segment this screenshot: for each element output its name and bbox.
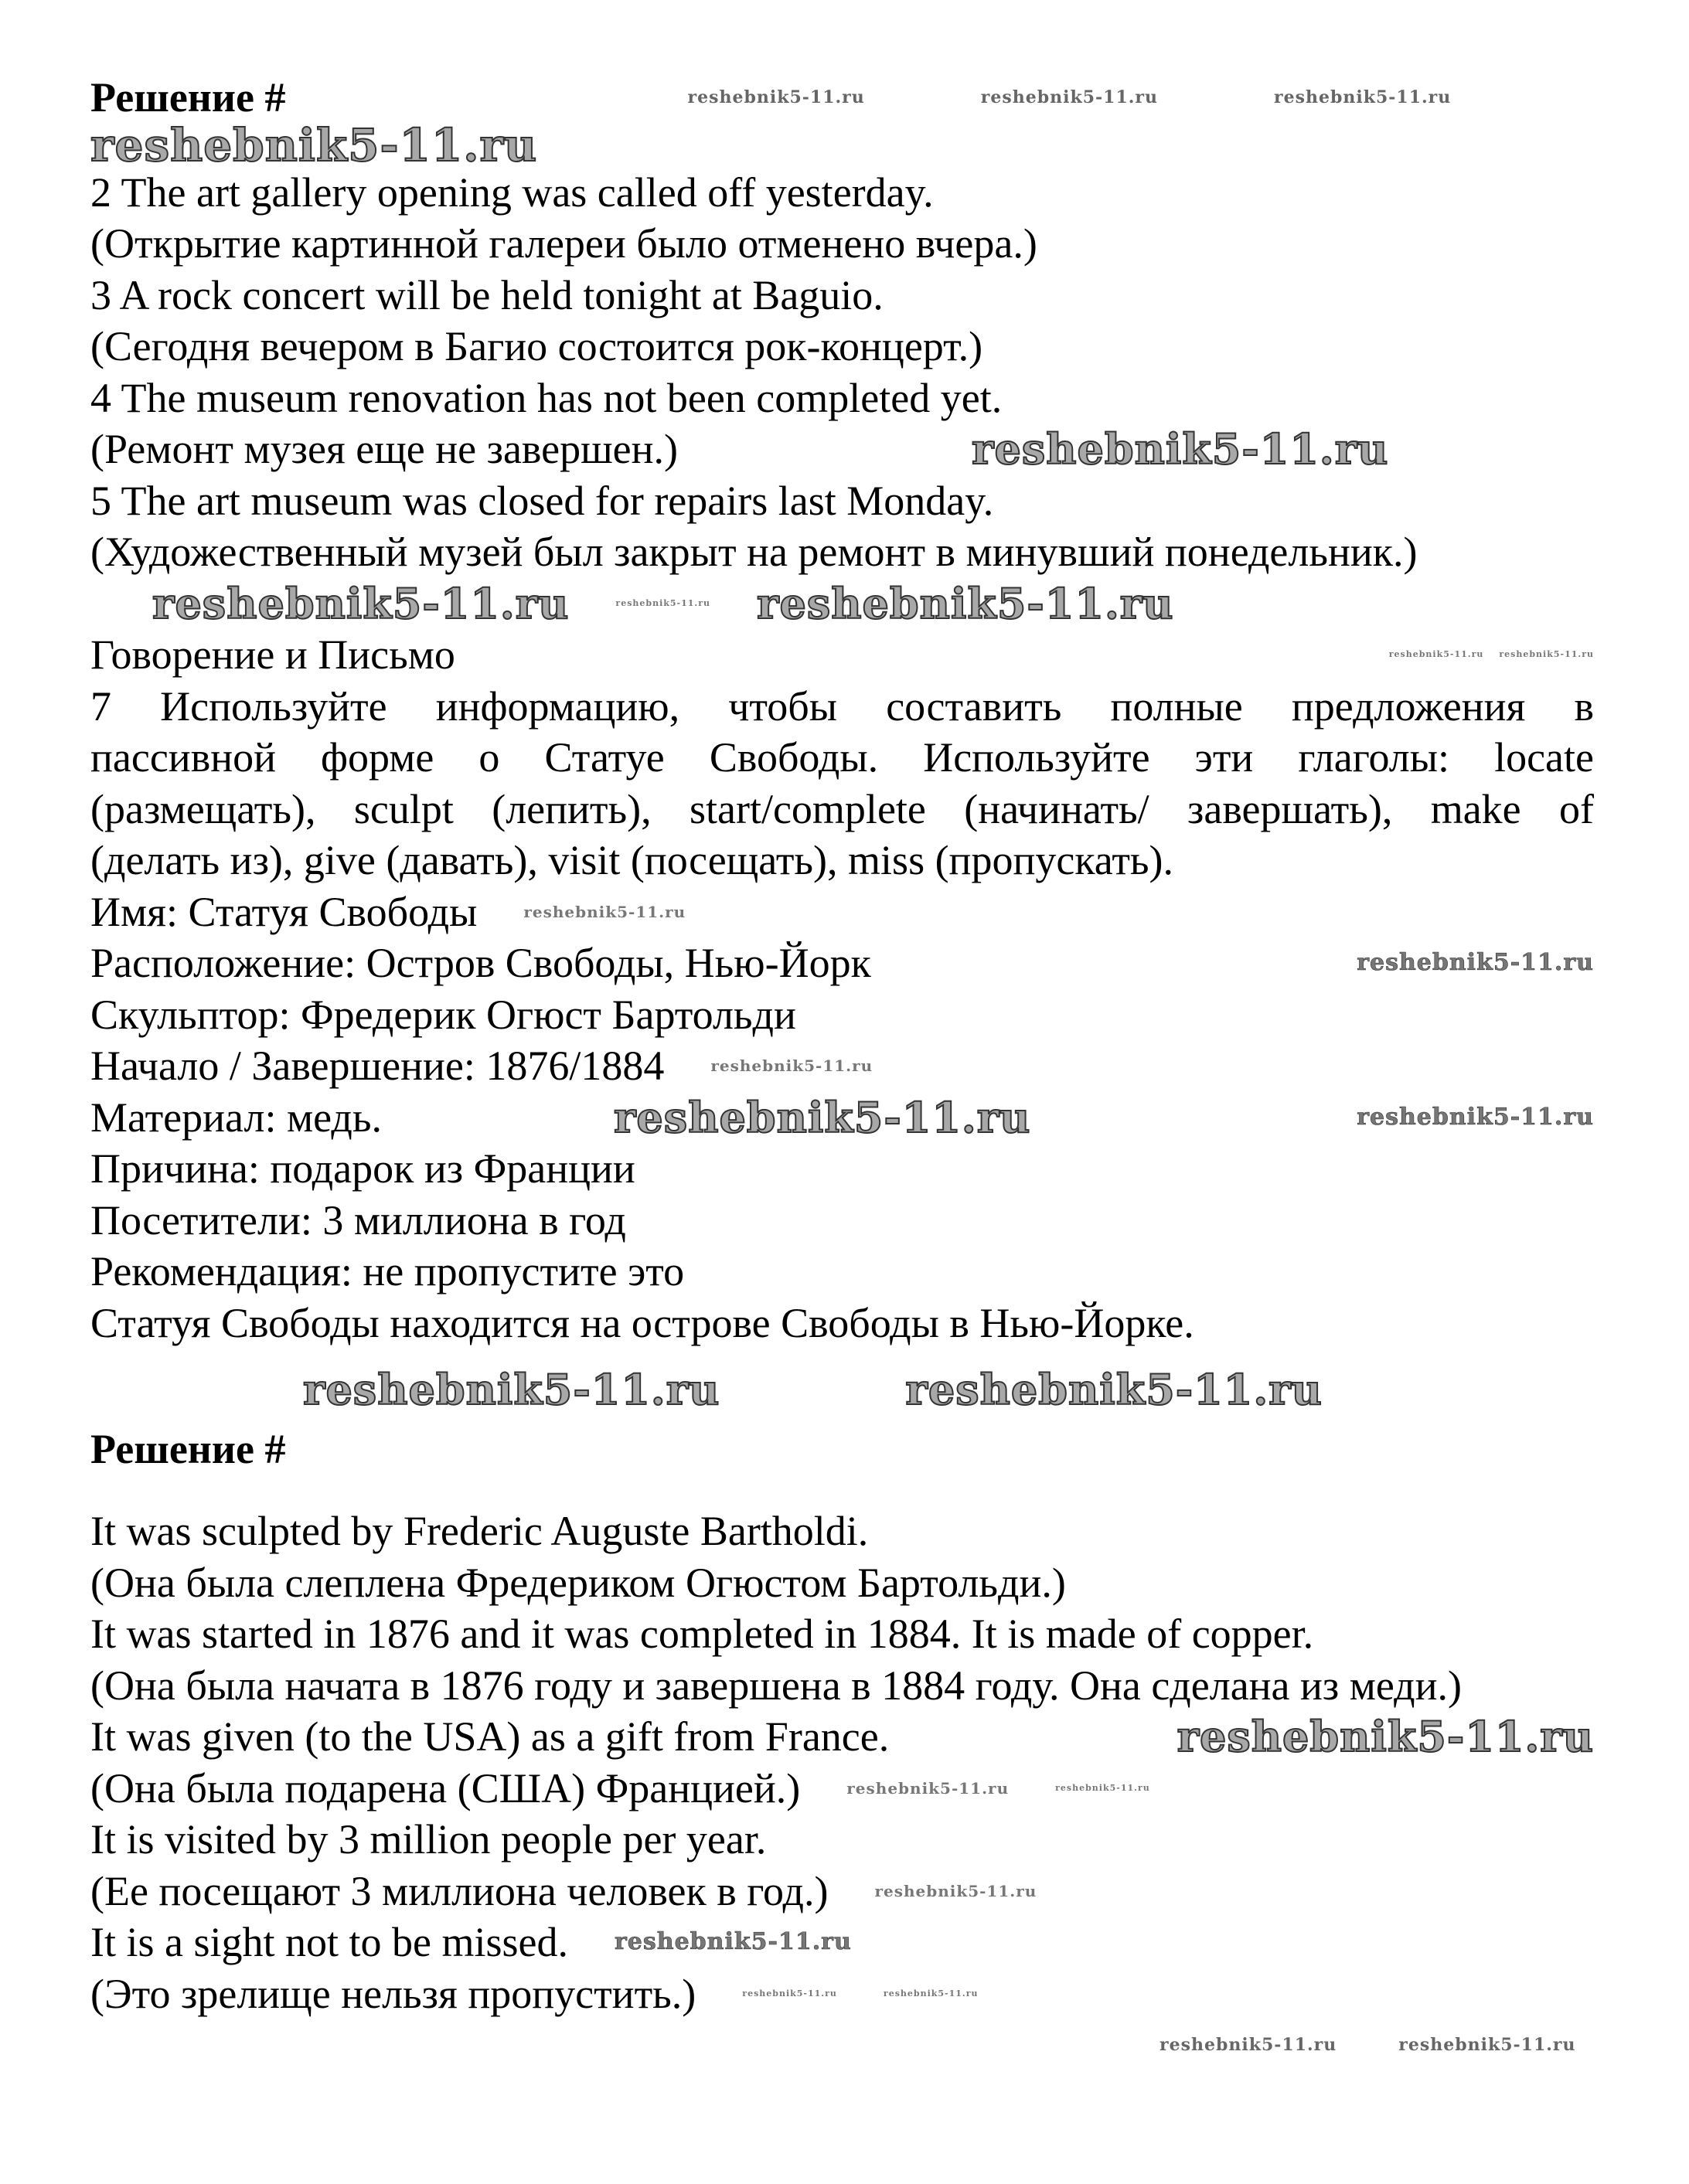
translation-line: (Художественный музей был закрыт на ремонт в минувший понедельник.)	[90, 529, 1418, 575]
watermark-row	[90, 118, 1594, 172]
translation-row	[90, 1763, 1594, 1815]
translation-line: (Открытие картинной галереи было отменено вчера.)	[90, 220, 1037, 267]
translation-row	[90, 424, 1594, 475]
watermark: reshebnik5-11.ru	[874, 1881, 1037, 1900]
watermark: reshebnik5-11.ru	[303, 1365, 720, 1414]
watermark-row	[90, 2019, 1594, 2071]
section-heading: Говорение и Письмо	[90, 631, 455, 678]
fact-line: Начало / Завершение: 1876/1884	[90, 1043, 665, 1089]
translation-line: (Это зрелище нельзя пропустить.)	[90, 1970, 696, 2017]
watermark: reshebnik5-11.ru	[972, 424, 1389, 474]
fact-row	[90, 937, 1594, 989]
translation-line: (Ремонт музея еще не завершен.)	[90, 426, 679, 472]
fact-line: Посетители: 3 миллиона в год	[90, 1196, 626, 1243]
watermark: reshebnik5-11.ru	[757, 578, 1174, 628]
answer-line: 5 The art museum was closed for repairs last Monday.	[90, 477, 994, 524]
watermark: reshebnik5-11.ru	[613, 1092, 1031, 1142]
answer-line: It was given (to the USA) as a gift from France.	[90, 1713, 890, 1760]
watermark: reshebnik5-11.ru	[1055, 1782, 1150, 1793]
fact-row	[90, 1040, 1594, 1092]
watermark: reshebnik5-11.ru	[1357, 1103, 1594, 1131]
answer-row	[90, 1917, 1594, 1968]
section-2-heading-row	[90, 629, 1594, 681]
translation-line: (Ее посещают 3 миллиона человек в год.)	[90, 1867, 829, 1914]
watermark: reshebnik5-11.ru	[1177, 1712, 1594, 1761]
watermark: reshebnik5-11.ru	[846, 1778, 1010, 1798]
answer-line: It was sculpted by Frederic Auguste Bartholdi.	[90, 1508, 869, 1554]
watermark: reshebnik5-11.ru	[1398, 2035, 1576, 2055]
translation-row	[90, 1866, 1594, 1917]
watermark: reshebnik5-11.ru	[883, 1988, 979, 1999]
watermark: reshebnik5-11.ru	[152, 578, 570, 628]
fact-line: Имя: Статуя Свободы	[90, 888, 478, 935]
watermark: reshebnik5-11.ru	[980, 87, 1158, 107]
solution-heading: Решение #	[90, 1425, 286, 1472]
task-line: (делать из), give (давать), visit (посещать), miss (пропускать).	[90, 837, 1174, 883]
answer-row	[90, 1711, 1594, 1763]
spacer	[90, 1475, 1594, 1505]
fact-line: Расположение: Остров Свободы, Нью-Йорк	[90, 940, 871, 986]
answer-line: 2 The art gallery opening was called off yesterday.	[90, 168, 934, 216]
watermark: reshebnik5-11.ru	[90, 118, 538, 172]
answer-line: It is a sight not to be missed.	[90, 1919, 568, 1965]
watermark: reshebnik5-11.ru	[710, 1056, 873, 1075]
answer-line: 3 A rock concert will be held tonight at Baguio.	[90, 271, 884, 318]
task-line: 7 Используйте информацию, чтобы составить полные предложения в	[90, 682, 1594, 730]
watermark: reshebnik5-11.ru	[1159, 2035, 1337, 2055]
task-line: (размещать), sculpt (лепить), start/complete (начинать/ завершать), make of	[90, 785, 1594, 832]
watermark-row	[90, 578, 1594, 630]
answer-line: 4 The museum renovation has not been completed yet.	[90, 374, 1003, 421]
watermark: reshebnik5-11.ru	[905, 1365, 1323, 1414]
task-line: пассивной форме о Статуе Свободы. Используйте эти глаголы: locate	[90, 734, 1594, 781]
watermark: reshebnik5-11.ru	[742, 1988, 837, 1999]
section-1-heading-row	[90, 72, 1594, 124]
watermark: reshebnik5-11.ru	[687, 87, 865, 107]
fact-row	[90, 1092, 1594, 1144]
answer-line: It was started in 1876 and it was completed in 1884. It is made of copper.	[90, 1611, 1314, 1657]
translation-row	[90, 1968, 1594, 2020]
watermark: reshebnik5-11.ru	[1274, 87, 1452, 107]
watermark: reshebnik5-11.ru	[523, 902, 686, 921]
translation-line: (Она была слеплена Фредериком Огюстом Бартольди.)	[90, 1559, 1066, 1606]
watermark: reshebnik5-11.ru	[1499, 649, 1594, 659]
watermark: reshebnik5-11.ru	[615, 597, 711, 608]
watermark: reshebnik5-11.ru	[614, 1928, 852, 1955]
fact-line: Скульптор: Фредерик Огюст Бартольди	[90, 991, 796, 1038]
watermark: reshebnik5-11.ru	[1357, 949, 1594, 976]
translation-line: (Она была подарена (США) Францией.)	[90, 1764, 801, 1811]
translation-line: (Сегодня вечером в Багио состоится рок-концерт.)	[90, 323, 983, 369]
translation-line: (Она была начата в 1876 году и завершена в 1884 году. Она сделана из меди.)	[90, 1662, 1463, 1709]
solution-heading: Решение #	[90, 74, 286, 121]
watermark: reshebnik5-11.ru	[1388, 649, 1484, 659]
fact-line: Материал: медь.	[90, 1094, 382, 1141]
answer-line: It is visited by 3 million people per year.	[90, 1816, 767, 1863]
fact-row	[90, 886, 1594, 938]
example-sentence: Статуя Свободы находится на острове Свободы в Нью-Йорке.	[90, 1299, 1194, 1346]
fact-line: Рекомендация: не пропустите это	[90, 1248, 685, 1294]
watermark-row	[90, 1364, 1594, 1416]
fact-line: Причина: подарок из Франции	[90, 1145, 635, 1192]
